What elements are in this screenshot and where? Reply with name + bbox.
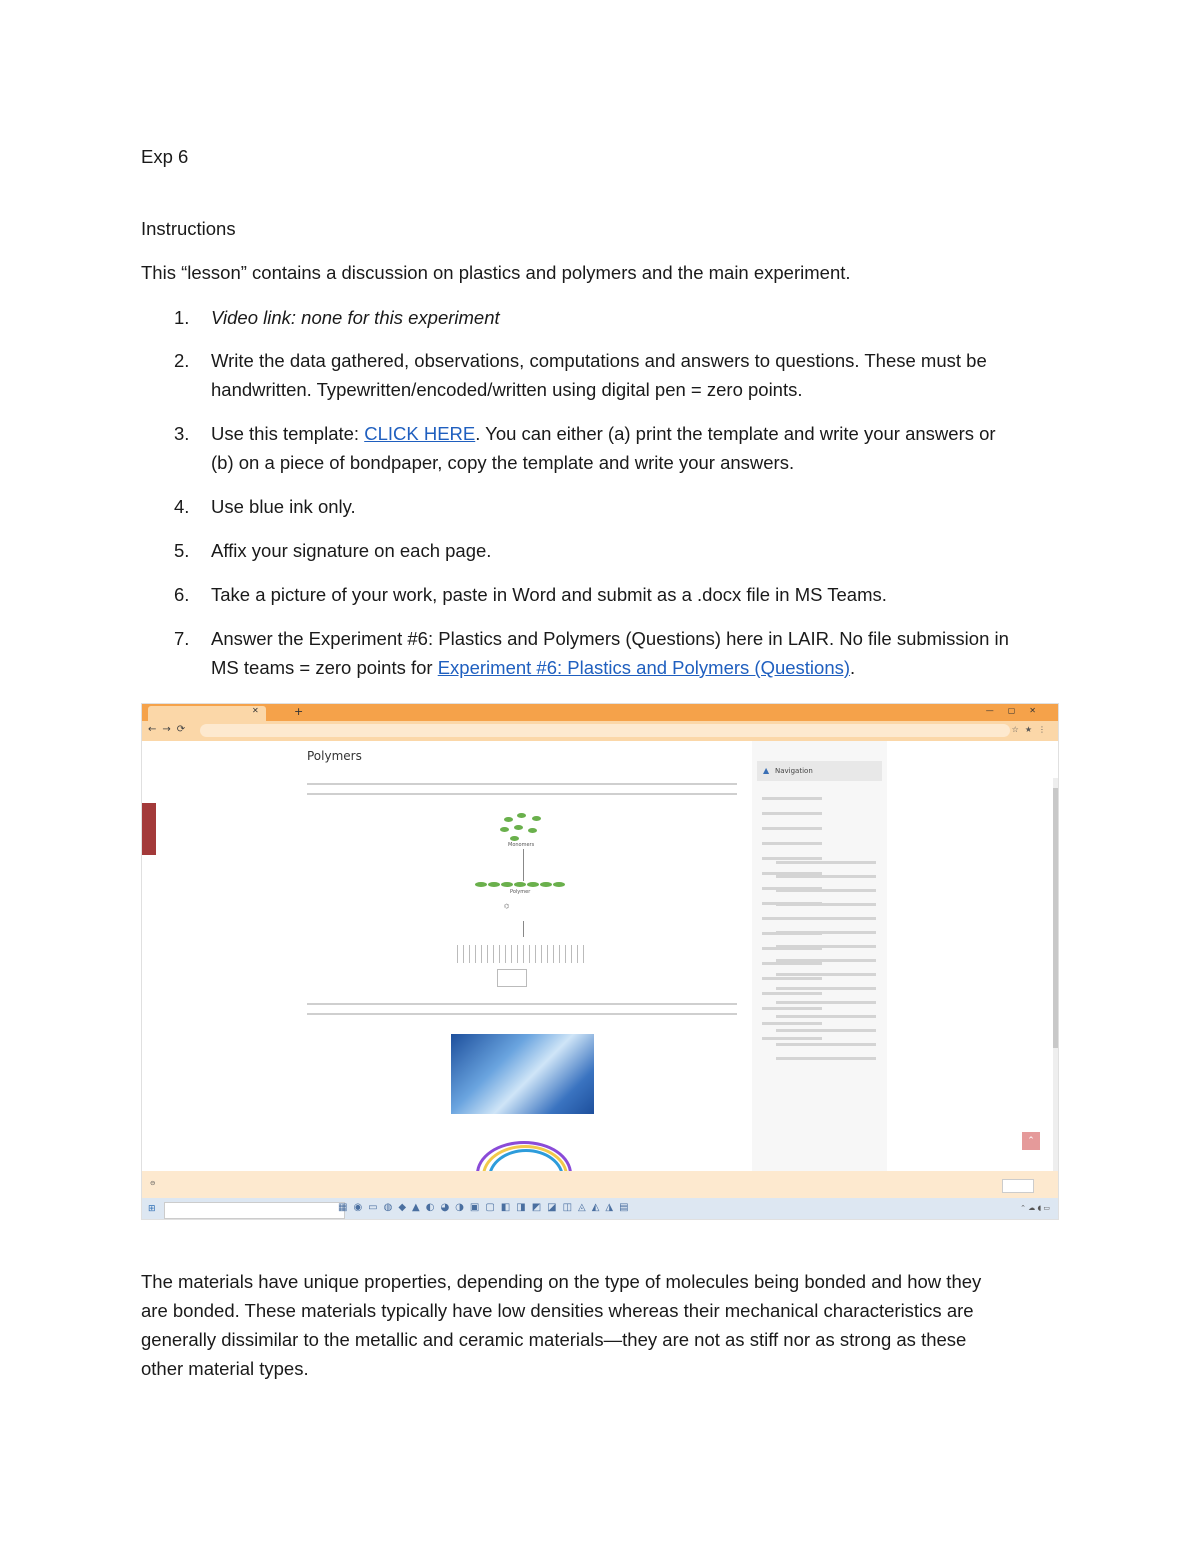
blurred-paragraph xyxy=(307,783,737,803)
monomer-shape xyxy=(528,828,537,833)
taskbar-search xyxy=(164,1202,345,1219)
blurred-nav-subitems xyxy=(776,861,876,1071)
monomer-shape xyxy=(504,817,513,822)
click-here-link[interactable]: CLICK HERE xyxy=(364,423,476,444)
windows-taskbar xyxy=(142,1198,1058,1220)
polymer-shape xyxy=(527,882,539,887)
doc-intro: This “lesson” contains a discussion on plastics and polymers and the main experiment. xyxy=(141,262,851,283)
lair-page xyxy=(142,741,1058,1171)
windows-logo-icon: ⊞ xyxy=(148,1204,156,1214)
browser-tools-icon: ☆★⋮ xyxy=(1011,725,1052,734)
polymer-label: Polymer xyxy=(510,889,531,895)
monomer-shape xyxy=(514,825,523,830)
close-icon: ✕ xyxy=(252,706,259,715)
doc-subheading: Instructions xyxy=(141,218,236,239)
crosslink-diagram xyxy=(497,969,527,987)
monomers-label: Monomers xyxy=(508,842,535,848)
molecule-diagram: ⌬ xyxy=(504,903,511,910)
window-controls-icon: —▢✕ xyxy=(985,706,1050,715)
polymer-shape xyxy=(553,882,565,887)
navigation-header: ▲ Navigation xyxy=(757,761,882,781)
monomer-shape xyxy=(500,827,509,832)
navigation-icon: ▲ xyxy=(763,766,770,775)
monomer-shape xyxy=(532,816,541,821)
download-item-icon: ⊖ xyxy=(150,1179,156,1187)
download-bar xyxy=(142,1171,1058,1198)
monomer-shape xyxy=(510,836,519,841)
system-tray-icon: ⌃ ☁ ◖ ▭ xyxy=(1020,1204,1050,1212)
lair-side-tab xyxy=(142,803,156,855)
taskbar-app-icons: ▦◉▭◍◆▲◐◕◑▣▢◧◨◩◪◫◬◭◮▤ xyxy=(338,1202,635,1213)
screenshot-page-title: Polymers xyxy=(307,749,362,763)
closing-line-2: are bonded. These materials typically have low densities whereas their mechanical characteristics are xyxy=(141,1300,974,1321)
browser-tab xyxy=(148,706,266,721)
navigation-sidebar xyxy=(752,741,887,1171)
show-all-button xyxy=(1002,1179,1034,1193)
closing-line-4: other material types. xyxy=(141,1358,309,1379)
scrollbar-thumb xyxy=(1053,788,1058,1048)
polymer-shape xyxy=(501,882,513,887)
arrow-line xyxy=(523,849,524,881)
nav-arrows-icon: ←→⟳ xyxy=(148,724,192,735)
arrow-line xyxy=(523,921,524,937)
experiment-questions-link[interactable]: Experiment #6: Plastics and Polymers (Questions) xyxy=(437,657,851,678)
browser-address-bar xyxy=(142,721,1058,741)
polymer-shape xyxy=(514,882,526,887)
closing-line-3: generally dissimilar to the metallic and ceramic materials—they are not as stiff nor as strong as these xyxy=(141,1329,967,1350)
polymer-shape xyxy=(540,882,552,887)
closing-line-1: The materials have unique properties, depending on the type of molecules being bonded and how they xyxy=(141,1271,982,1292)
scroll-top-icon: ⌃ xyxy=(1022,1132,1040,1150)
plastic-utensils-image xyxy=(451,1034,594,1114)
scrollbar xyxy=(1053,778,1058,1208)
new-tab-icon: + xyxy=(294,705,304,718)
monomer-shape xyxy=(517,813,526,818)
embedded-screenshot xyxy=(141,703,1059,1220)
browser-tabbar xyxy=(142,704,1058,721)
doc-heading: Exp 6 xyxy=(141,146,189,167)
url-box xyxy=(200,724,1010,737)
polymer-chain-diagram xyxy=(457,945,587,963)
polymer-shape xyxy=(475,882,487,887)
polymer-shape xyxy=(488,882,500,887)
blurred-paragraph-2 xyxy=(307,1003,737,1021)
